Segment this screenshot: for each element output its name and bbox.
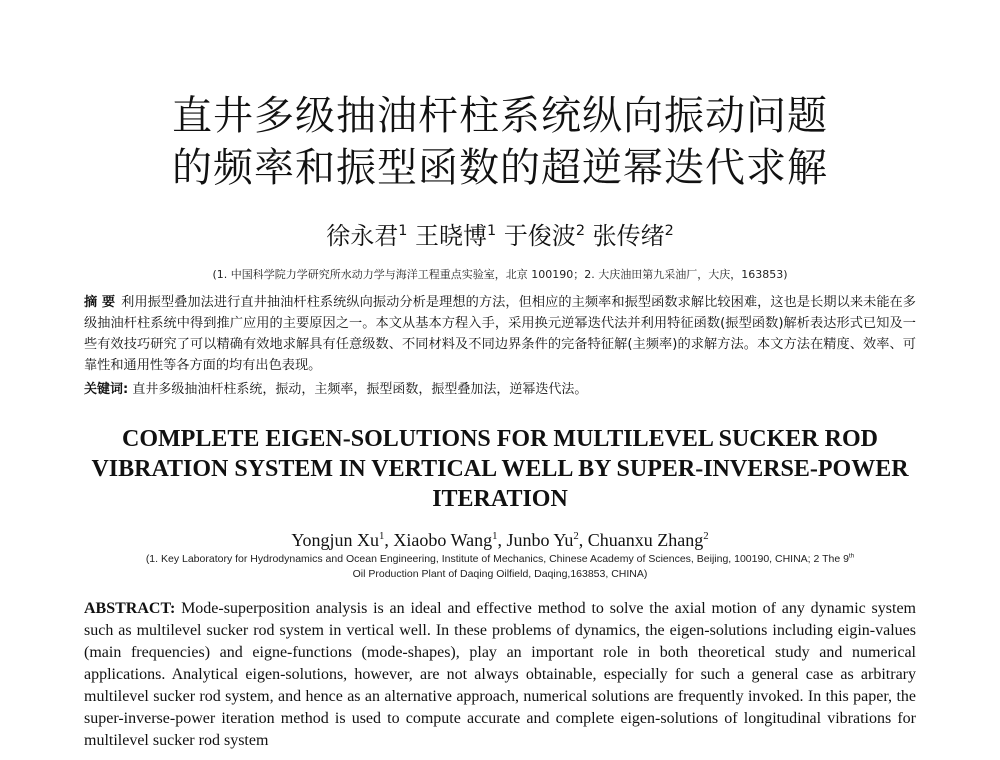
english-author-name: Xiaobo Wang (393, 530, 493, 550)
english-author-name: Yongjun Xu (291, 530, 380, 550)
english-abstract (84, 598, 916, 752)
chinese-author-affiliation-mark: 1 (487, 223, 497, 239)
chinese-title-line-1: 直井多级抽油杆柱系统纵向振动问题 (172, 93, 828, 139)
chinese-keywords-text: 直井多级抽油杆柱系统，振动，主频率，振型函数，振型叠加法，逆幂迭代法。 (132, 382, 588, 397)
chinese-abstract-label: 摘 要 (84, 295, 116, 310)
english-author-affiliation-mark: 1 (379, 530, 385, 542)
chinese-author-name: 王晓博 (415, 222, 488, 250)
chinese-title-line-2: 的频率和振型函数的超逆幂迭代求解 (172, 145, 828, 191)
chinese-author-name: 于俊波 (503, 222, 576, 250)
chinese-affiliation: (1. 中国科学院力学研究所水动力学与海洋工程重点实验室，北京 100190；2. 大庆油田第九采油厂，大庆，163853) (212, 268, 788, 281)
chinese-authors (0, 216, 1000, 251)
chinese-abstract-text: 利用振型叠加法进行直井抽油杆柱系统纵向振动分析是理想的方法，但相应的主频率和振型函数求解比较困难，这也是长期以来未能在多级抽油杆柱系统中得到推广应用的主要原因之一。本文从基本方程入手，采用换元逆幂迭代法并利用特征函数(振型函数)解析表达形式已知及一些有效技巧研究了可以精确有效地求解具有任意级数、不同材料及不同边界条件的完备特征解(主频率)的求解方法。本文方法在精度、效率、可靠性和通用性等各方面的均有出色表现。 (84, 295, 916, 373)
chinese-author-affiliation-mark: 2 (575, 223, 585, 239)
english-author-name: Chuanxu Zhang (587, 530, 704, 550)
english-title: COMPLETE EIGEN-SOLUTIONS FOR MULTILEVEL SUCKER ROD VIBRATION SYSTEM IN VERTICAL WELL BY SUPER-INVERSE-POWER ITERATION (91, 426, 909, 512)
english-affiliation-part-2: Oil Production Plant of Daqing Oilfield, Daqing,163853, CHINA) (352, 568, 648, 580)
english-abstract-label: ABSTRACT: (84, 600, 176, 617)
chinese-keywords-label: 关键词: (84, 382, 129, 397)
english-author-name: Junbo Yu (506, 530, 574, 550)
english-affiliation-part-1: (1. Key Laboratory for Hydrodynamics and Ocean Engineering, Institute of Mechanics, Chinese Academy of Sciences, Beijing, 100190, CHINA; 2 The 9 (145, 553, 849, 565)
chinese-author-name: 张传绪 (592, 222, 665, 250)
english-abstract-text: Mode-superposition analysis is an ideal and effective method to solve the axial motion of any dynamic system such as multilevel sucker rod system in vertical well. In these problems of dynamics, the eigen-solutions including eigin-values (main frequencies) and eigne-functions (mode-shapes), play an important role in both theoretical study and numerical applications. Analytical eigen-solutions, however, are not always obtainable, especially for such a general case as arbitrary multilevel sucker rod system, and hence as an alternative approach, numerical solutions are frequently invoked. In this paper, the super-inverse-power iteration method is used to compute accurate and complete eigen-solutions of longitudinal vibrations for multilevel sucker rod system (84, 600, 916, 749)
author-separator: , (384, 530, 394, 550)
english-author-affiliation-mark: 2 (703, 530, 709, 542)
english-affiliation-ordinal: th (848, 552, 855, 560)
chinese-author-affiliation-mark: 2 (664, 223, 674, 239)
english-affiliation (70, 552, 930, 582)
author-separator: , (578, 530, 588, 550)
english-authors (0, 530, 1000, 551)
chinese-abstract (84, 292, 916, 376)
author-separator: , (497, 530, 507, 550)
chinese-author-name: 徐永君 (326, 222, 399, 250)
english-author-affiliation-mark: 1 (492, 530, 498, 542)
chinese-keywords (84, 380, 916, 400)
english-author-affiliation-mark: 2 (573, 530, 579, 542)
chinese-author-affiliation-mark: 1 (398, 223, 408, 239)
